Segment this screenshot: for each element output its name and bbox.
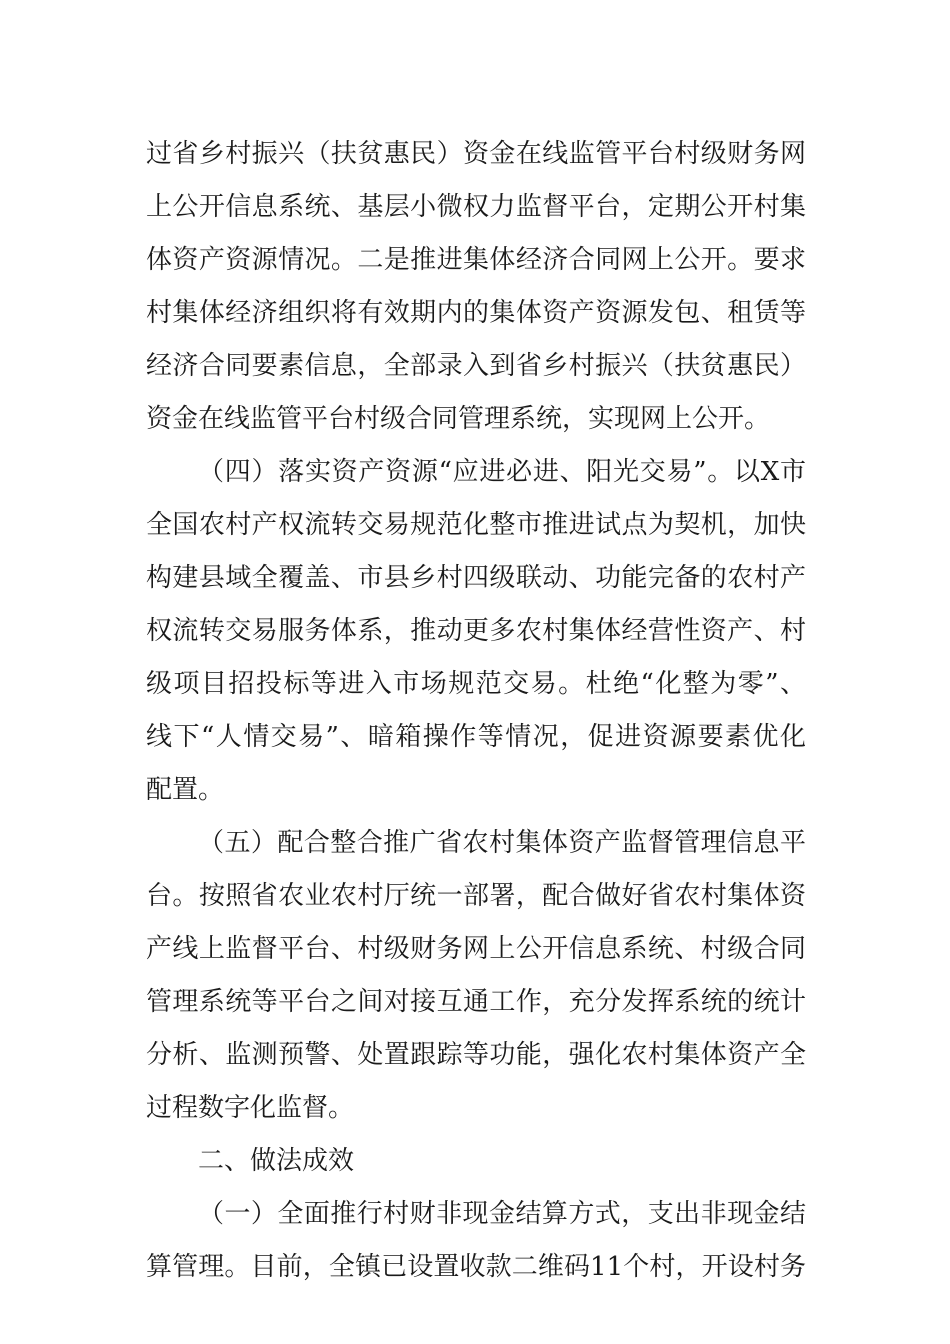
text-line: 体资产资源情况。二是推进集体经济合同网上公开。要求 <box>146 245 806 275</box>
text-line: （五）配合整合推广省农村集体资产监督管理信息平 <box>198 828 806 858</box>
text-line: 过程数字化监督。 <box>146 1093 355 1123</box>
text-line: 村集体经济组织将有效期内的集体资产资源发包、租赁等 <box>146 298 806 328</box>
document-body <box>146 128 806 1294</box>
paragraph <box>146 446 806 817</box>
text-line: 线下“人情交易”、暗箱操作等情况，促进资源要素优化 <box>146 722 806 752</box>
text-line: 经济合同要素信息，全部录入到省乡村振兴（扶贫惠民） <box>146 351 806 381</box>
text-line: 构建县域全覆盖、市县乡村四级联动、功能完备的农村产 <box>146 563 806 593</box>
text-line: 管理系统等平台之间对接互通工作，充分发挥系统的统计 <box>146 987 806 1017</box>
text-line: 分析、监测预警、处置跟踪等功能，强化农村集体资产全 <box>146 1040 806 1070</box>
text-line: 过省乡村振兴（扶贫惠民）资金在线监管平台村级财务网 <box>146 139 806 169</box>
text-line: 配置。 <box>146 775 225 805</box>
section-heading: 二、做法成效 <box>198 1146 355 1176</box>
text-line: 产线上监督平台、村级财务网上公开信息系统、村级合同 <box>146 934 806 964</box>
text-line: （一）全面推行村财非现金结算方式，支出非现金结 <box>198 1199 806 1229</box>
text-line: 资金在线监管平台村级合同管理系统，实现网上公开。 <box>146 404 771 434</box>
text-line: 上公开信息系统、基层小微权力监督平台，定期公开村集 <box>146 192 806 222</box>
text-line: 台。按照省农业农村厅统一部署，配合做好省农村集体资 <box>146 881 806 911</box>
text-line: 权流转交易服务体系，推动更多农村集体经营性资产、村 <box>146 616 806 646</box>
paragraph <box>146 817 806 1135</box>
text-line: （四）落实资产资源“应进必进、阳光交易”。以X市 <box>198 457 806 487</box>
text-line: 全国农村产权流转交易规范化整市推进试点为契机，加快 <box>146 510 806 540</box>
text-line: 算管理。目前，全镇已设置收款二维码11个村，开设村务 <box>146 1252 806 1282</box>
paragraph <box>146 128 806 446</box>
text-line: 级项目招投标等进入市场规范交易。杜绝“化整为零”、 <box>146 669 806 699</box>
paragraph <box>146 1188 806 1294</box>
